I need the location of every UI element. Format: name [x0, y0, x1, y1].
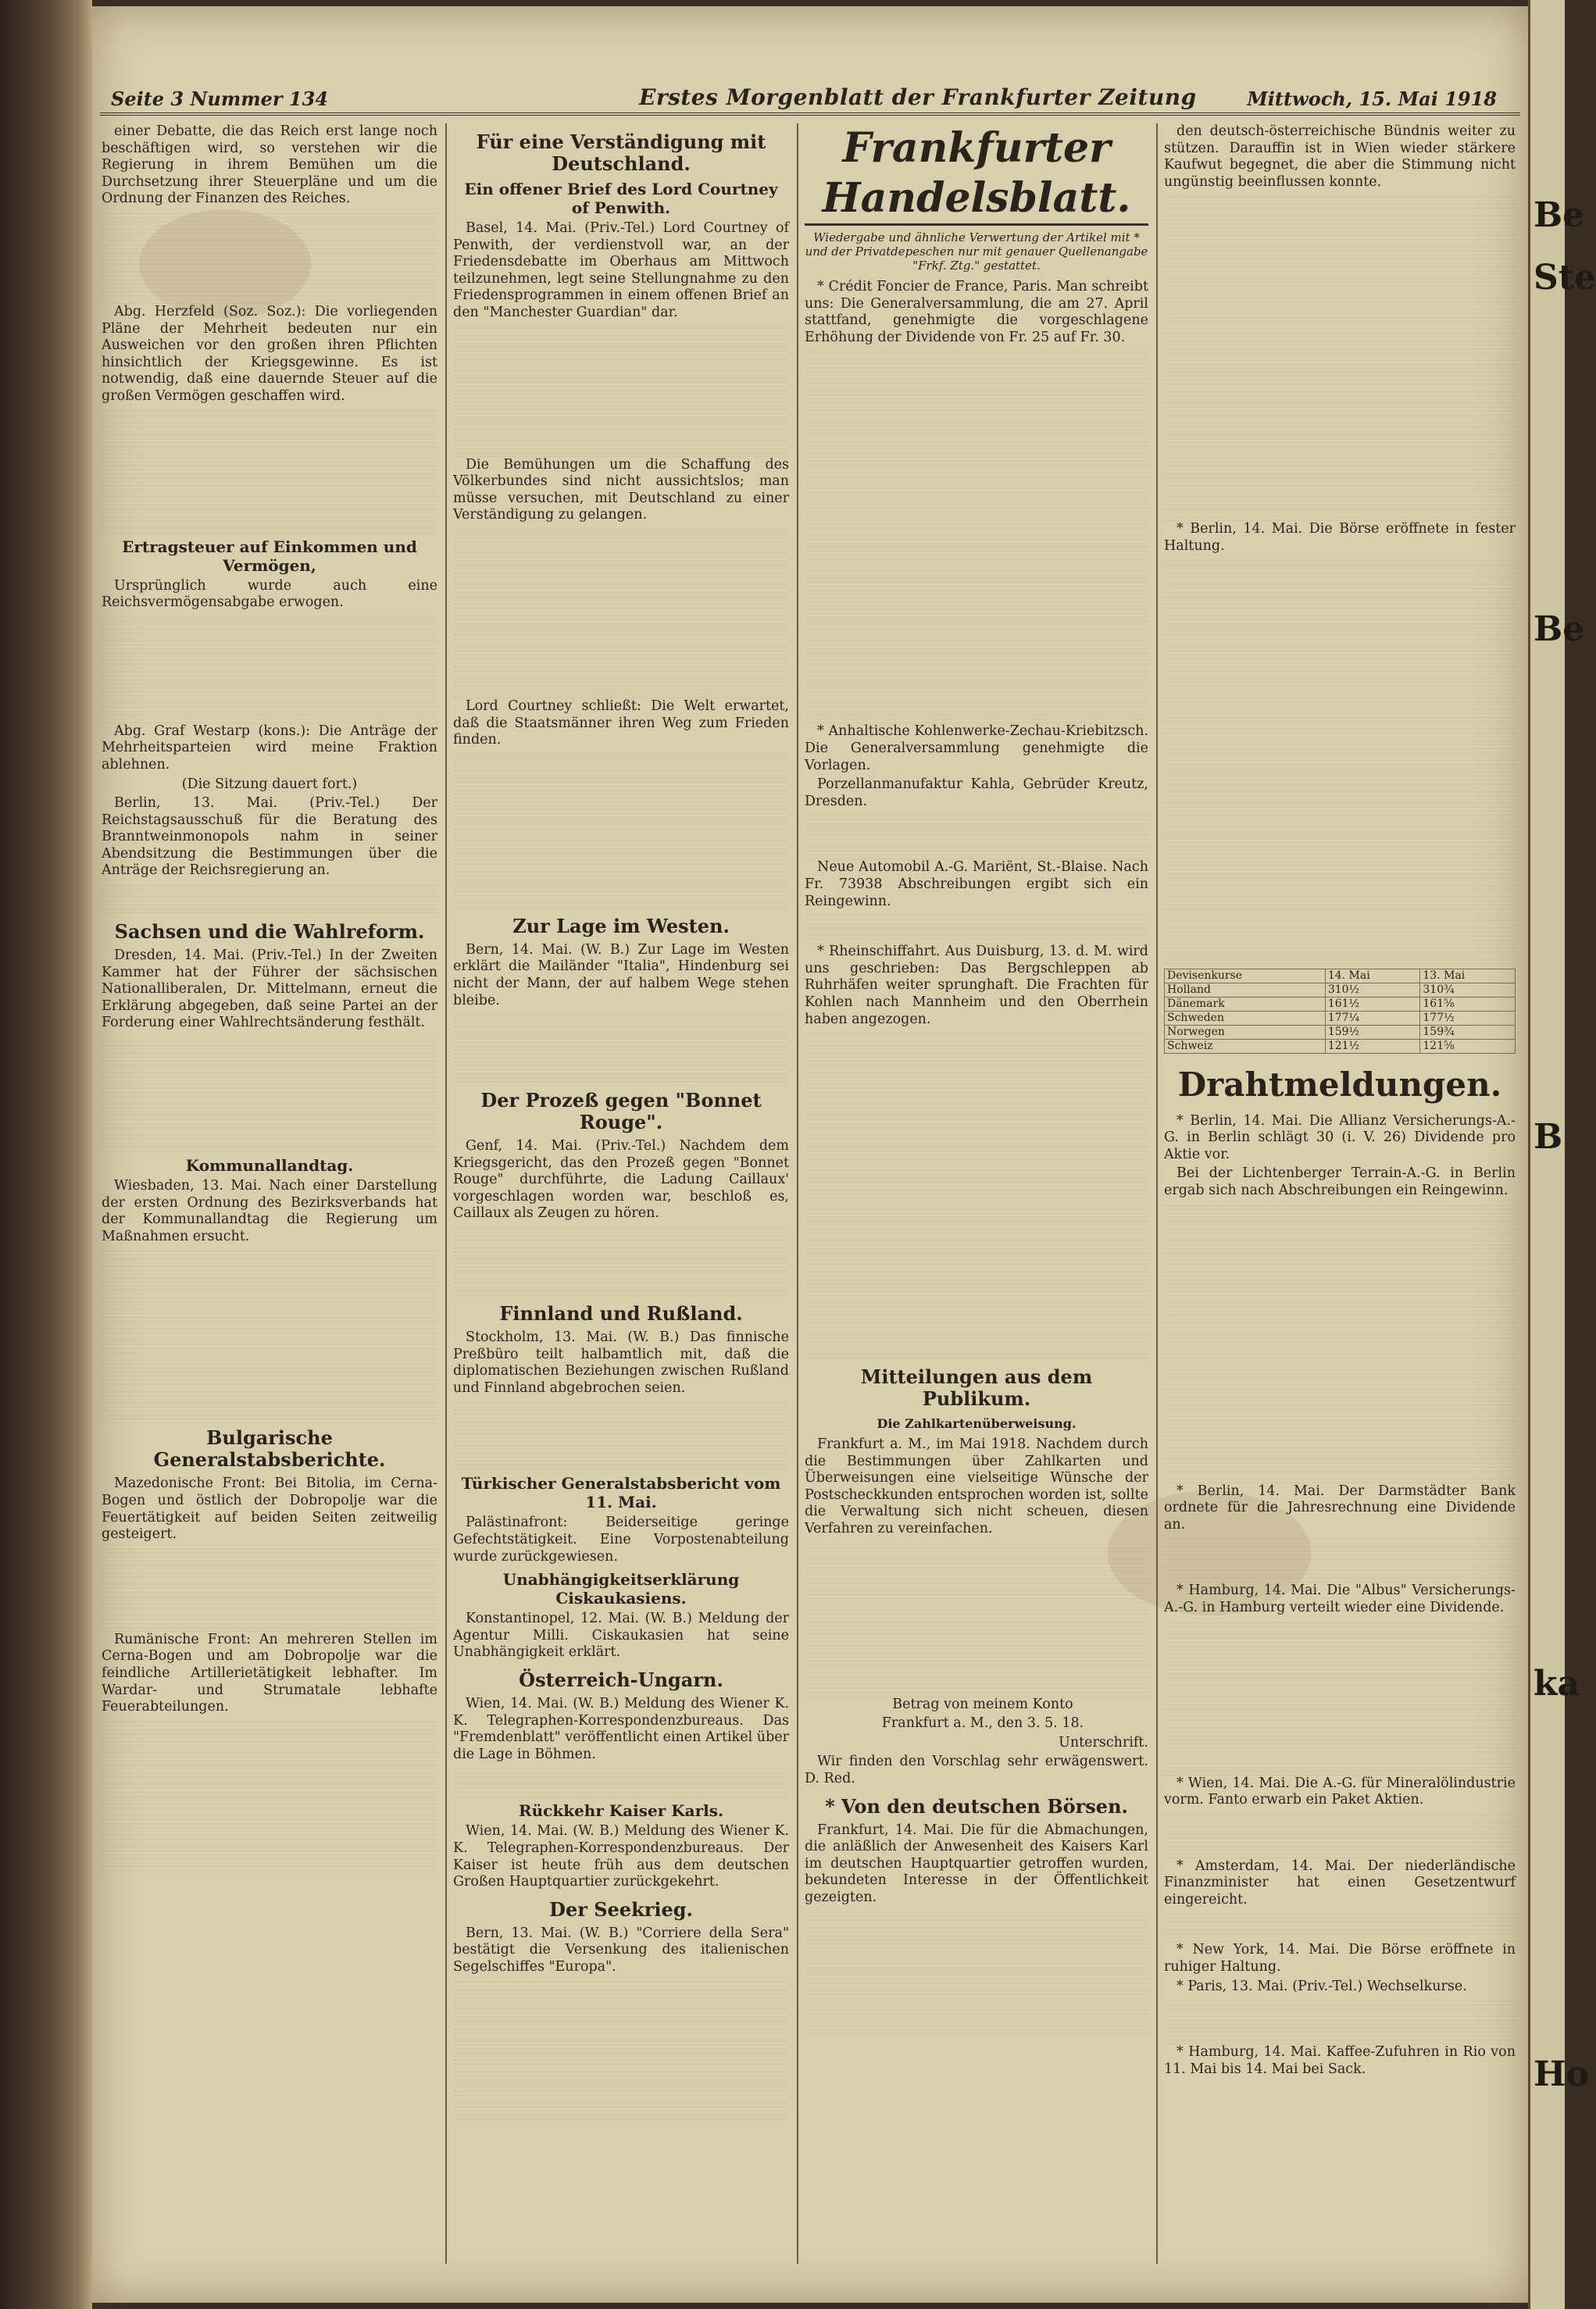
section-masthead: Drahtmeldungen.: [1177, 1065, 1502, 1104]
paragraph: Frankfurt a. M., im Mai 1918. Nachdem durch die Bestimmungen über Zahlkarten und Überweisungen eine vielseitige Wünsche der Postscheckkunden entsprochen worden ist, sollte die Verwaltung sich nicht scheuen, diesen Verfahren zu vereinfachen.: [805, 1436, 1148, 1537]
paragraph: Unterschrift.: [1059, 1734, 1148, 1750]
section-masthead: Frankfurter Handelsblatt.: [805, 123, 1148, 226]
section-heading: Mitteilungen aus dem Publikum.: [860, 1365, 1093, 1411]
paragraph: * Rheinschiffahrt. Aus Duisburg, 13. d. M. wird uns geschrieben: Das Bergschleppen ab Ruhrhäfen weiter sprunghaft. Die Frachten für Kohlen nach Mannheim und den Oberrhein haben angezogen.: [805, 944, 1148, 1027]
section-heading: Türkischer Generalstabsbericht vom 11. Mai.: [461, 1474, 781, 1512]
paragraph: Basel, 14. Mai. (Priv.-Tel.) Lord Courtney of Penwith, der verdienstvoll war, an der Friedensdebatte im Oberhaus am Mittwoch teilzunehmen, legt seine Stellungnahme zu den Friedensprogrammen in einem offenen Brief an den "Manchester Guardian" dar.: [453, 220, 789, 320]
section-heading: Ertragsteuer auf Einkommen und Vermögen,: [122, 537, 417, 575]
paragraph: Rumänische Front: An mehreren Stellen im Cerna-Bogen und am Dobropolje war die feindliche Artillerietätigkeit lebhafter. Im Wardar- und Strumatale lebhafte Feuerabteilungen.: [102, 1631, 437, 1715]
paragraph: Wiesbaden, 13. Mai. Nach einer Darstellung der ersten Ordnung des Bezirksverbands hat der Kommunallandtag die Regierung um Maßnahmen ersucht.: [102, 1178, 437, 1244]
table-cell: Devisenkurse: [1165, 969, 1326, 983]
table-cell: 121⅝: [1420, 1039, 1516, 1053]
paragraph: Lord Courtney schließt: Die Welt erwartet, daß die Staatsmänner ihren Weg zum Frieden finden.: [453, 698, 789, 748]
paragraph: Konstantinopel, 12. Mai. (W. B.) Meldung der Agentur Milli. Ciskaukasien hat seine Unabhängigkeit erklärt.: [453, 1611, 789, 1661]
paragraph: * Amsterdam, 14. Mai. Der niederländische Finanzminister hat einen Gesetzentwurf eingereicht.: [1164, 1858, 1516, 1908]
paragraph: Wir finden den Vorschlag sehr erwägenswert. D. Red.: [805, 1754, 1148, 1787]
paragraph: einer Debatte, die das Reich erst lange noch beschäftigen wird, so verstehen wir die Regierung in ihrem Bemühen um die Durchsetzung ihrer Steuerpläne und um die Ordnung der Finanzen des Reiches.: [102, 123, 437, 207]
paragraph: Bern, 13. Mai. (W. B.) "Corriere della Sera" bestätigt die Versenkung des italienischen Segelschiffes "Europa".: [453, 1925, 789, 1975]
paragraph: Stockholm, 13. Mai. (W. B.) Das finnische Preßbüro teilt halbamtlich mit, daß die diplomatischen Beziehungen zwischen Rußland und Finnland abgebrochen seien.: [453, 1329, 789, 1396]
paragraph: * Berlin, 14. Mai. Die Allianz Versicherungs-A.-G. in Berlin schlägt 30 (i. V. 26) Dividende pro Aktie vor.: [1164, 1112, 1516, 1162]
paragraph: Die Bemühungen um die Schaffung des Völkerbundes sind nicht aussichtslos; man müsse versuchen, mit Deutschland zu einer Verständigung zu gelangen.: [453, 456, 789, 523]
table-cell: Holland: [1165, 983, 1326, 997]
table-cell: 161⅝: [1420, 997, 1516, 1011]
column-rule: [797, 123, 798, 2264]
paragraph: Dresden, 14. Mai. (Priv.-Tel.) In der Zweiten Kammer hat der Führer der sächsischen Nationalliberalen, Dr. Mittelmann, erneut die Erklärung abgegeben, daß seine Partei an der Forderung einer Wahlrechtsänderung festhält.: [102, 948, 437, 1031]
table-cell: 159½: [1325, 1025, 1420, 1039]
book-spine: [0, 0, 92, 2309]
masthead-note: Wiedergabe und ähnliche Verwertung der Artikel mit * und der Privatdepeschen nur mit genauer Quellenangabe "Frkf. Ztg." gestattet.: [805, 230, 1148, 273]
newspaper-title: Erstes Morgenblatt der Frankfurter Zeitung: [639, 84, 1197, 110]
table-cell: Norwegen: [1165, 1025, 1326, 1039]
table-cell: Schweiz: [1165, 1039, 1326, 1053]
section-heading: Österreich-Ungarn.: [519, 1668, 723, 1691]
page-header: [100, 81, 1520, 116]
paragraph: * New York, 14. Mai. Die Börse eröffnete in ruhiger Haltung.: [1164, 1942, 1516, 1975]
newspaper-page: [92, 6, 1528, 2303]
paragraph: Betrag von meinem Konto: [892, 1696, 1073, 1712]
column-3: [805, 123, 1148, 2264]
table-row: [1165, 1011, 1516, 1025]
paragraph: Genf, 14. Mai. (Priv.-Tel.) Nachdem dem Kriegsgericht, das den Prozeß gegen "Bonnet Rouge" durchführte, die Ladung Caillaux' vorgeschlagen worden war, beschloß es, Caillaux als Zeugen zu hören.: [453, 1138, 789, 1222]
section-heading: Zur Lage im Westen.: [512, 914, 730, 937]
column-2: [453, 123, 789, 2264]
paragraph: (Die Sitzung dauert fort.): [181, 776, 358, 792]
paragraph: * Hamburg, 14. Mai. Kaffee-Zufuhren in Rio von 11. Mai bis 14. Mai bei Sack.: [1164, 2044, 1516, 2077]
table-cell: 159¾: [1420, 1025, 1516, 1039]
paragraph: * Hamburg, 14. Mai. Die "Albus" Versicherungs-A.-G. in Hamburg verteilt wieder eine Dividende.: [1164, 1583, 1516, 1615]
section-subheading: Ein offener Brief des Lord Courtney of Penwith.: [464, 180, 778, 217]
paragraph: Ursprünglich wurde auch eine Reichsvermögensabgabe erwogen.: [102, 577, 437, 611]
paragraph: Wien, 14. Mai. (W. B.) Meldung des Wiener K. K. Telegraphen-Korrespondenzbureaus. Der Kaiser ist heute früh aus dem deutschen Großen Hauptquartier zurückgekehrt.: [453, 1823, 789, 1890]
table-cell: 310½: [1325, 983, 1420, 997]
paragraph: Neue Automobil A.-G. Mariënt, St.-Blaise. Nach Fr. 73938 Abschreibungen ergibt sich ein Reingewinn.: [805, 859, 1148, 909]
paragraph: Frankfurt a. M., den 3. 5. 18.: [881, 1715, 1084, 1732]
table-cell: 14. Mai: [1325, 969, 1420, 983]
section-heading: Der Prozeß gegen "Bonnet Rouge".: [480, 1089, 762, 1134]
page-fragment: Ho: [1534, 2054, 1589, 2094]
paragraph: Wien, 14. Mai. (W. B.) Meldung des Wiener K. K. Telegraphen-Korrespondenzbureaus. Das "Fremdenblatt" veröffentlicht einen Artikel über die Lage in Böhmen.: [453, 1696, 789, 1762]
section-heading: Finnland und Rußland.: [499, 1302, 743, 1326]
column-4: [1164, 123, 1516, 2264]
exchange-rate-table: [1164, 969, 1516, 1054]
paragraph: * Crédit Foncier de France, Paris. Man schreibt uns: Die Generalversammlung, die am 27. April stattfand, genehmigte die vorgeschlagene Erhöhung der Dividende von Fr. 25 auf Fr. 30.: [805, 279, 1148, 345]
table-cell: 161½: [1325, 997, 1420, 1011]
page-fragment: Be: [1534, 609, 1585, 649]
paragraph: * Anhaltische Kohlenwerke-Zechau-Kriebitzsch. Die Generalversammlung genehmigte die Vorlagen.: [805, 723, 1148, 773]
column-rule: [445, 123, 447, 2264]
table-row: [1165, 983, 1516, 997]
section-heading: Der Seekrieg.: [549, 1897, 693, 1921]
adjacent-page-edge: [1528, 0, 1596, 2309]
table-row: [1165, 1039, 1516, 1053]
page-fragment: ka: [1534, 1664, 1580, 1704]
page-number: Seite 3 Nummer 134: [111, 87, 329, 110]
page-fragment: B: [1534, 1117, 1563, 1157]
paragraph: Bern, 14. Mai. (W. B.) Zur Lage im Westen erklärt die Mailänder "Italia", Hindenburg sei nicht der Mann, der auf halbem Wege stehen bleibe.: [453, 941, 789, 1008]
table-cell: Dänemark: [1165, 997, 1326, 1011]
page-fragment: Ste: [1534, 258, 1596, 298]
section-heading: Kommunallandtag.: [185, 1156, 354, 1176]
section-heading: Sachsen und die Wahlreform.: [114, 920, 425, 944]
paragraph: * Berlin, 14. Mai. Der Darmstädter Bank ordnete für die Jahresrechnung eine Dividende an.: [1164, 1483, 1516, 1533]
table-row: [1165, 997, 1516, 1011]
section-heading: Unabhängigkeitserklärung Ciskaukasiens.: [502, 1570, 740, 1608]
page-fragment: Be: [1534, 195, 1585, 235]
section-heading: Bulgarische Generalstabsberichte.: [153, 1426, 386, 1472]
paragraph: Abg. Graf Westarp (kons.): Die Anträge der Mehrheitsparteien wird meine Fraktion ablehnen.: [102, 723, 437, 773]
table-cell: 13. Mai: [1420, 969, 1516, 983]
table-cell: 121½: [1325, 1039, 1420, 1053]
paragraph: Abg. Herzfeld (Soz. Soz.): Die vorliegenden Pläne der Mehrheit bedeuten nur ein Ausweichen vor den großen ihren Pflichten hinsichtlich der Kriegsgewinne. Es ist notwendig, daß eine dauernde Steuer auf die großen Vermögen geschaffen wird.: [102, 303, 437, 404]
paragraph: Frankfurt, 14. Mai. Die für die Abmachungen, die anläßlich der Anwesenheit des Kaisers Karl im deutschen Hauptquartier getroffen wurden, bekundeten Interesse in der Öffentlichkeit gezeigten.: [805, 1822, 1148, 1905]
column-1: [102, 123, 437, 2264]
paragraph: Palästinafront: Beiderseitige geringe Gefechtstätigkeit. Eine Vorpostenabteilung wurde zurückgewiesen.: [453, 1515, 789, 1565]
section-heading: Rückkehr Kaiser Karls.: [519, 1801, 723, 1821]
section-heading: Für eine Verständigung mit Deutschland.: [476, 130, 766, 175]
paragraph: Porzellanmanufaktur Kahla, Gebrüder Kreutz, Dresden.: [805, 776, 1148, 809]
table-cell: 177½: [1420, 1011, 1516, 1025]
paragraph: Berlin, 13. Mai. (Priv.-Tel.) Der Reichstagsausschuß für die Beratung des Branntweinmonopols nahm in seiner Abendsitzung die Bestimmungen über die Anträge der Reichsregierung an.: [102, 795, 437, 879]
paragraph: * Paris, 13. Mai. (Priv.-Tel.) Wechselkurse.: [1176, 1978, 1467, 1994]
issue-date: Mittwoch, 15. Mai 1918: [1247, 87, 1497, 110]
section-heading: * Von den deutschen Börsen.: [825, 1794, 1128, 1818]
paragraph: Bei der Lichtenberger Terrain-A.-G. in Berlin ergab sich nach Abschreibungen ein Reingewinn.: [1164, 1165, 1516, 1198]
table-header-row: [1165, 969, 1516, 983]
table-row: [1165, 1025, 1516, 1039]
section-subheading: Die Zahlkartenüberweisung.: [877, 1416, 1076, 1432]
paragraph: * Berlin, 14. Mai. Die Börse eröffnete in fester Haltung.: [1164, 521, 1516, 554]
paragraph: * Wien, 14. Mai. Die A.-G. für Mineralölindustrie vorm. Fanto erwarb ein Paket Aktien.: [1164, 1775, 1516, 1808]
paragraph: Mazedonische Front: Bei Bitolia, im Cerna-Bogen und östlich der Dobropolje war die Feuertätigkeit auf beiden Seiten zeitweilig gesteigert.: [102, 1476, 437, 1543]
paragraph: den deutsch-österreichische Bündnis weiter zu stützen. Darauffin ist in Wien wieder stärkere Kaufwut begegnet, die aber die Stimmung nicht ungünstig beeinflussen konnte.: [1164, 123, 1516, 190]
column-rule: [1156, 123, 1158, 2264]
table-cell: Schweden: [1165, 1011, 1326, 1025]
table-cell: 310¾: [1420, 983, 1516, 997]
table-cell: 177¼: [1325, 1011, 1420, 1025]
